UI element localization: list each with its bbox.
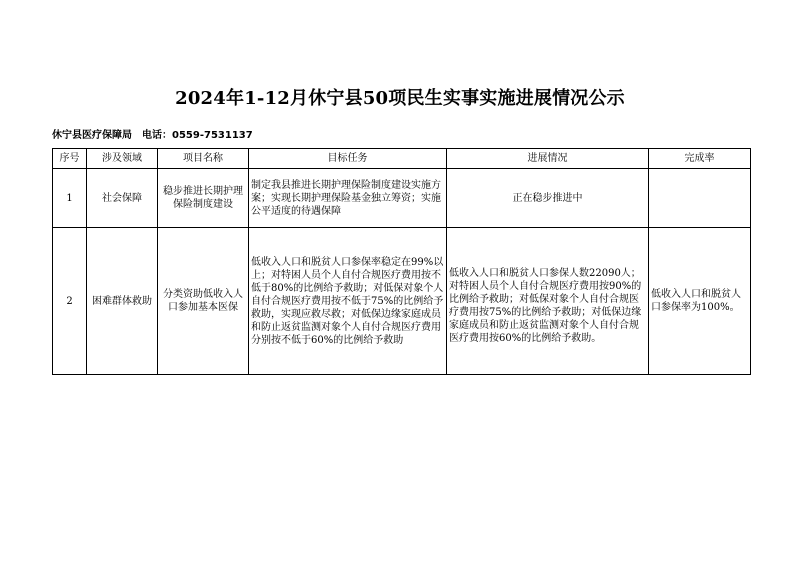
row-no: 2 bbox=[53, 228, 87, 375]
contact-phone: 电话：0559-7531137 bbox=[142, 130, 253, 141]
row-target: 制定我县推进长期护理保险制度建设实施方案；实现长期护理保险基金独立筹资；实施公平适度的待遇保障 bbox=[249, 169, 447, 228]
row-no: 1 bbox=[53, 169, 87, 228]
organization-name: 休宁县医疗保障局 bbox=[52, 130, 132, 141]
table-header-row bbox=[53, 149, 751, 169]
table-row bbox=[53, 228, 751, 375]
row-project: 稳步推进长期护理保险制度建设 bbox=[158, 169, 249, 228]
document-subheader bbox=[52, 126, 253, 141]
header-progress: 进展情况 bbox=[447, 149, 649, 169]
header-project: 项目名称 bbox=[158, 149, 249, 169]
page-title: 2024年1-12月休宁县50项民生实事实施进展情况公示 bbox=[175, 88, 625, 109]
row-progress: 低收入人口和脱贫人口参保人数22090人；对特困人员个人自付合规医疗费用按90%的比例给予救助；对低保对象个人自付合规医疗费用按75%的比例给予救助；对低保边缘家庭成员和防止返贫监测对象个人自付合规医疗费用按60%的比例给予救助。 bbox=[447, 228, 649, 375]
row-project: 分类资助低收入人口参加基本医保 bbox=[158, 228, 249, 375]
progress-table bbox=[52, 148, 751, 375]
header-target: 目标任务 bbox=[249, 149, 447, 169]
row-rate bbox=[649, 169, 751, 228]
row-field: 社会保障 bbox=[87, 169, 158, 228]
row-rate: 低收入人口和脱贫人口参保率为100%。 bbox=[649, 228, 751, 375]
header-field: 涉及领域 bbox=[87, 149, 158, 169]
header-rate: 完成率 bbox=[649, 149, 751, 169]
header-no: 序号 bbox=[53, 149, 87, 169]
row-target: 低收入人口和脱贫人口参保率稳定在99%以上；对特困人员个人自付合规医疗费用按不低于80%的比例给予救助；对低保对象个人自付合规医疗费用按不低于75%的比例给予救助，实现应救尽救；对低保边缘家庭成员和防止返贫监测对象个人自付合规医疗费用分别按不低于60%的比例给予救助 bbox=[249, 228, 447, 375]
row-progress: 正在稳步推进中 bbox=[447, 169, 649, 228]
table-row bbox=[53, 169, 751, 228]
row-field: 困难群体救助 bbox=[87, 228, 158, 375]
